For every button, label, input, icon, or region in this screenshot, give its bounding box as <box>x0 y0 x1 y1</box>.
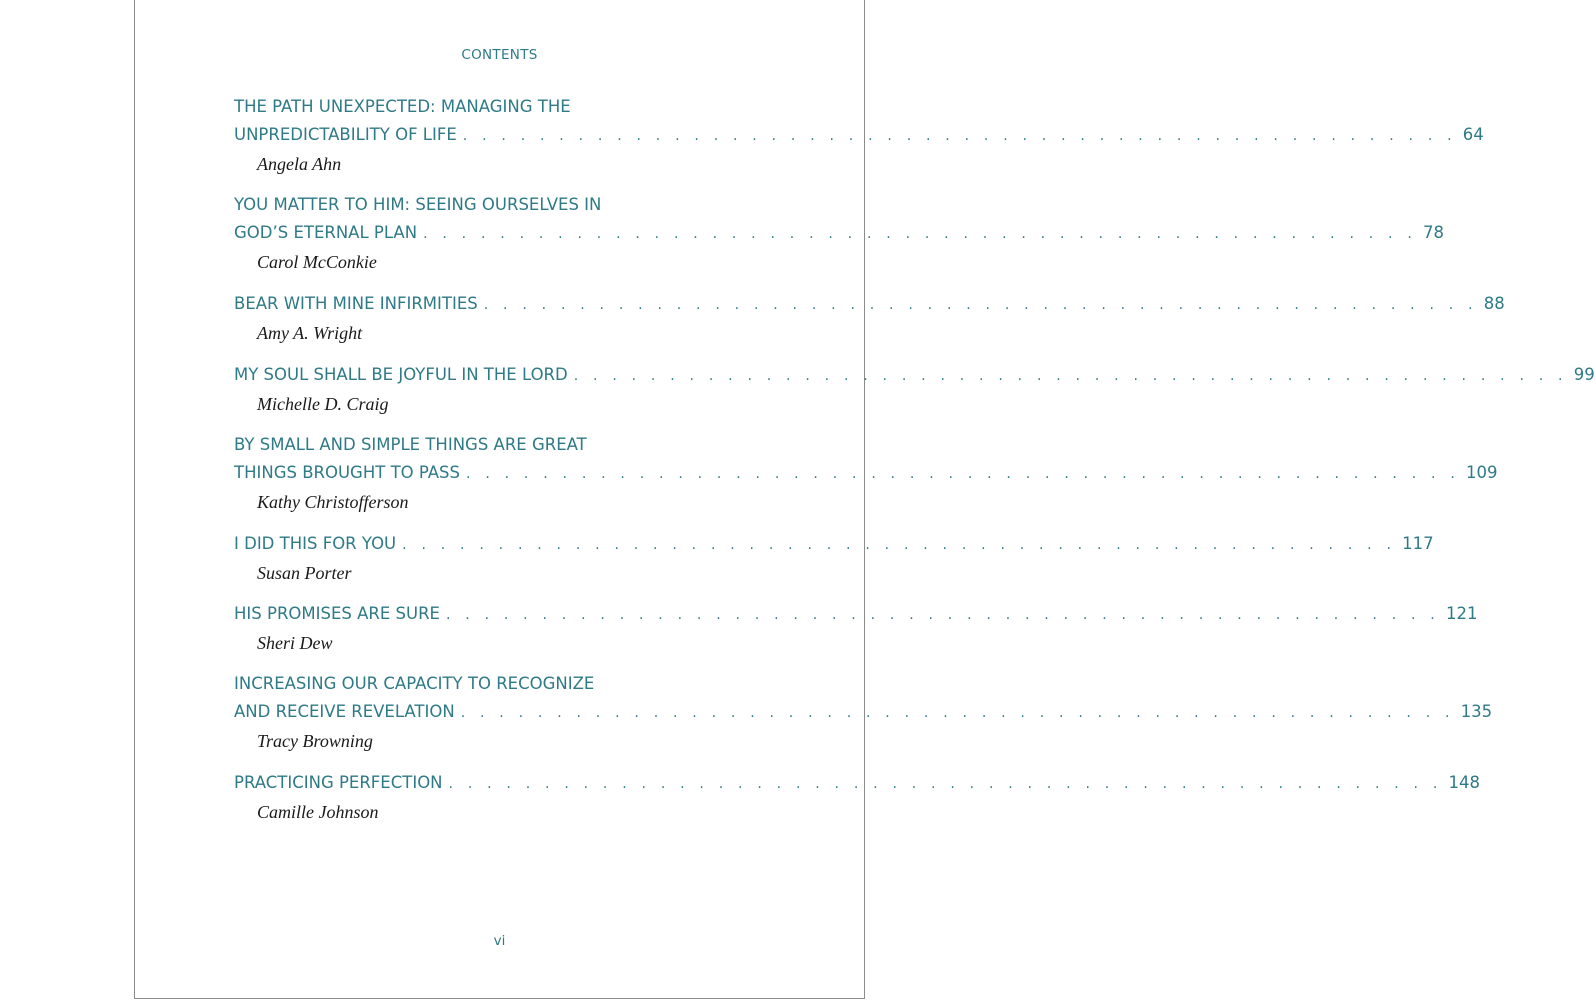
entry-title-line <box>234 459 1498 487</box>
entry-title-line <box>234 191 768 219</box>
author-name: Amy A. Wright <box>257 323 363 343</box>
page-folio: vi <box>493 933 506 949</box>
entry-title-line <box>234 93 768 121</box>
toc-entry[interactable] <box>234 290 1505 348</box>
author-name: Sheri Dew <box>257 633 333 653</box>
author-name: Michelle D. Craig <box>257 394 389 414</box>
toc-entry[interactable] <box>234 191 1445 277</box>
dot-leader: . . . . . . . . . . . . . . . . . . . . . . . . . . . . . . . . . . . . . . . . . . . . . . . . . . . . <box>448 776 1443 792</box>
author-name: Angela Ahn <box>257 154 342 174</box>
dot-leader: . . . . . . . . . . . . . . . . . . . . . . . . . . . . . . . . . . . . . . . . . . . . . . . . . . . . <box>423 226 1418 242</box>
entry-title: BEAR WITH MINE INFIRMITIES <box>234 294 478 313</box>
author-name: Carol McConkie <box>257 252 377 272</box>
toc-entry[interactable] <box>234 93 1484 179</box>
entry-title-line <box>234 769 1481 797</box>
book-page <box>134 0 1595 999</box>
page-number: 148 <box>1448 773 1481 792</box>
dot-leader: . . . . . . . . . . . . . . . . . . . . . . . . . . . . . . . . . . . . . . . . . . . . . . . . . . . . <box>402 537 1397 553</box>
author-name: Camille Johnson <box>257 802 379 822</box>
page-number: 135 <box>1460 702 1493 721</box>
entry-title: I DID THIS FOR YOU <box>234 534 397 553</box>
entry-title-line <box>234 698 1493 726</box>
entry-title: YOU MATTER TO HIM: SEEING OURSELVES IN <box>234 195 602 214</box>
entry-title-line <box>234 290 1505 318</box>
toc-entry[interactable] <box>234 769 1481 827</box>
page-number: 64 <box>1462 125 1484 144</box>
entry-title-line <box>234 219 1445 247</box>
entry-title: BY SMALL AND SIMPLE THINGS ARE GREAT <box>234 435 587 454</box>
page-number: 109 <box>1466 463 1498 482</box>
toc-entry[interactable] <box>234 670 1493 756</box>
toc-entry[interactable] <box>234 431 1498 517</box>
toc-entry[interactable] <box>234 530 1434 588</box>
contents-heading: CONTENTS <box>461 47 538 63</box>
entry-title: THE PATH UNEXPECTED: MANAGING THE <box>234 97 571 116</box>
entry-title: UNPREDICTABILITY OF LIFE <box>234 125 457 144</box>
dot-leader: . . . . . . . . . . . . . . . . . . . . . . . . . . . . . . . . . . . . . . . . . . . . . . . . . . . . <box>466 466 1460 482</box>
author-name: Susan Porter <box>257 563 352 583</box>
dot-leader: . . . . . . . . . . . . . . . . . . . . . . . . . . . . . . . . . . . . . . . . . . . . . . . . . . . . <box>460 705 1455 721</box>
page-number: 88 <box>1483 294 1505 313</box>
page-number: 117 <box>1402 534 1434 553</box>
author-name: Kathy Christofferson <box>257 492 409 512</box>
dot-leader: . . . . . . . . . . . . . . . . . . . . . . . . . . . . . . . . . . . . . . . . . . . . . . . . . . . . <box>573 368 1568 384</box>
page-number: 121 <box>1445 604 1478 623</box>
entry-title-line <box>234 121 1484 149</box>
page-number: 78 <box>1423 223 1445 242</box>
dot-leader: . . . . . . . . . . . . . . . . . . . . . . . . . . . . . . . . . . . . . . . . . . . . . . . . . . . . <box>445 607 1440 623</box>
entry-title-line <box>234 600 1478 628</box>
dot-leader: . . . . . . . . . . . . . . . . . . . . . . . . . . . . . . . . . . . . . . . . . . . . . . . . . . . . <box>462 128 1457 144</box>
dot-leader: . . . . . . . . . . . . . . . . . . . . . . . . . . . . . . . . . . . . . . . . . . . . . . . . . . . . <box>483 297 1478 313</box>
page-number: 99 <box>1573 365 1595 384</box>
entry-title: MY SOUL SHALL BE JOYFUL IN THE LORD <box>234 365 568 384</box>
entry-title-line <box>234 361 1595 389</box>
entry-title: PRACTICING PERFECTION <box>234 773 443 792</box>
entry-title: GOD’S ETERNAL PLAN <box>234 223 418 242</box>
toc-entry[interactable] <box>234 361 1595 419</box>
author-name: Tracy Browning <box>257 731 373 751</box>
entry-title-line <box>234 431 768 459</box>
entry-title-line <box>234 530 1434 558</box>
entry-title-line <box>234 670 768 698</box>
entry-title: HIS PROMISES ARE SURE <box>234 604 440 623</box>
toc-entry[interactable] <box>234 600 1478 658</box>
entry-title: INCREASING OUR CAPACITY TO RECOGNIZE <box>234 674 595 693</box>
entry-title: THINGS BROUGHT TO PASS <box>234 463 461 482</box>
entry-title: AND RECEIVE REVELATION <box>234 702 455 721</box>
